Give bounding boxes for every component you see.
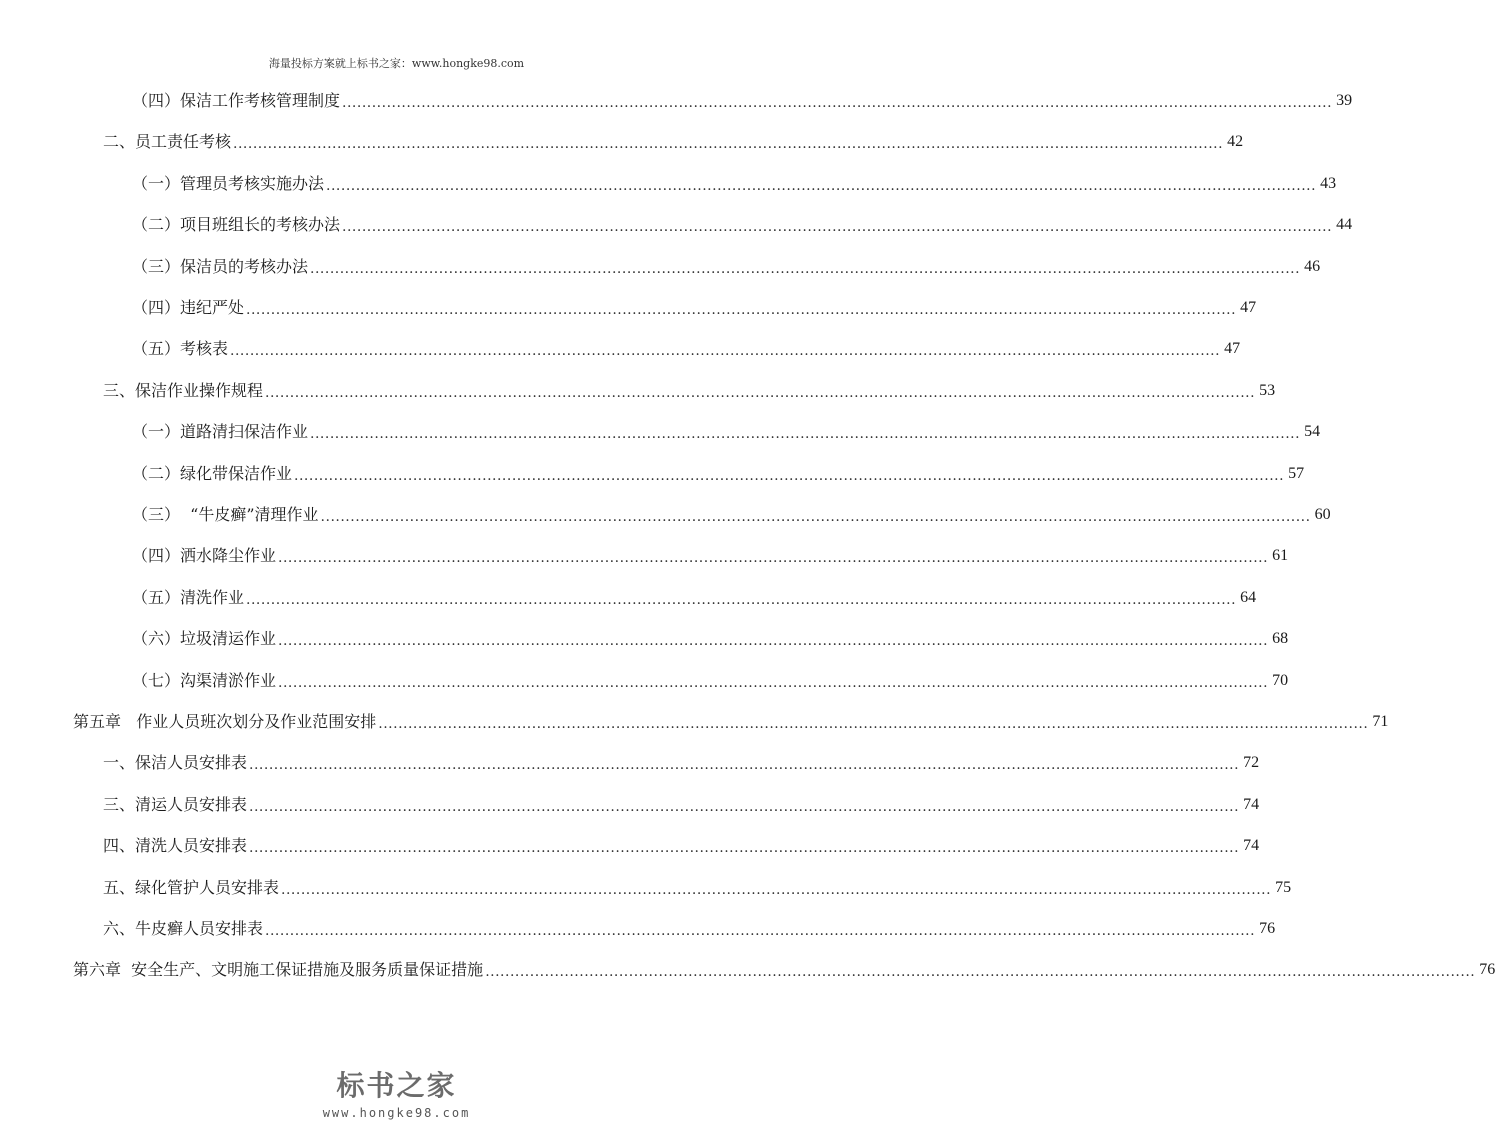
toc-entry-label: （一）管理员考核实施办法: [132, 173, 325, 193]
toc-dot-leader: ........................................................................................................................................................................................................: [294, 467, 1285, 484]
footer-brand: 标书之家: [336, 1069, 457, 1102]
toc-entry-label: （三） “牛皮癣”清理作业: [132, 505, 319, 524]
toc-entry[interactable]: [132, 334, 1241, 360]
toc-dot-leader: ........................................................................................................................................................................................................: [249, 757, 1240, 774]
toc-entry[interactable]: [132, 459, 1305, 485]
toc-entry-label: 二、员工责任考核: [103, 132, 232, 152]
toc-entry-label: （二）绿化带保洁作业: [132, 463, 293, 483]
toc-dot-leader: ........................................................................................................................................................................................................: [326, 177, 1317, 194]
toc-dot-leader: ........................................................................................................................................................................................................: [246, 302, 1237, 318]
toc-dot-leader: ........................................................................................................................................................................................................: [342, 219, 1333, 236]
toc-entry-label: （二）项目班组长的考核办法: [132, 215, 341, 235]
toc-dot-leader: ........................................................................................................................................................................................................: [310, 426, 1301, 443]
toc-entry-page-number: 74: [1243, 837, 1260, 855]
toc-entry[interactable]: [132, 293, 1257, 319]
toc-entry[interactable]: [132, 86, 1353, 112]
toc-entry-page-number: 44: [1336, 216, 1353, 234]
toc-entry[interactable]: [103, 914, 1276, 940]
toc-entry-label: （五）清洗作业: [132, 587, 245, 607]
toc-entry-page-number: 71: [1372, 713, 1389, 730]
toc-entry[interactable]: [103, 748, 1260, 774]
toc-entry-label: （一）道路清扫保洁作业: [132, 422, 309, 442]
toc-dot-leader: ........................................................................................................................................................................................................: [265, 923, 1256, 939]
toc-entry-page-number: 76: [1479, 961, 1495, 979]
toc-entry-label: 三、保洁作业操作规程: [103, 380, 264, 400]
toc-entry[interactable]: [103, 127, 1244, 153]
toc-entry-label: 三、清运人员安排表: [103, 794, 248, 814]
toc-entry-label: （四）洒水降尘作业: [132, 546, 277, 566]
toc-entry-label: （四）违纪严处: [132, 298, 245, 317]
toc-entry-label: 四、清洗人员安排表: [103, 836, 248, 856]
toc-dot-leader: ........................................................................................................................................................................................................: [246, 591, 1237, 608]
toc-entry-page-number: 74: [1243, 795, 1260, 813]
toc-entry-page-number: 47: [1240, 299, 1257, 316]
toc-entry-label: 第五章 作业人员班次划分及作业范围安排: [73, 712, 377, 731]
toc-dot-leader: ........................................................................................................................................................................................................: [233, 136, 1224, 153]
toc-entry-label: 一、保洁人员安排表: [103, 753, 248, 773]
toc-dot-leader: ........................................................................................................................................................................................................: [230, 343, 1221, 360]
toc-entry[interactable]: [103, 873, 1292, 899]
toc-dot-leader: ........................................................................................................................................................................................................: [278, 674, 1269, 691]
toc-entry-page-number: 57: [1288, 464, 1305, 482]
toc-entry-label: （三）保洁员的考核办法: [132, 256, 309, 276]
toc-dot-leader: ........................................................................................................................................................................................................: [249, 798, 1240, 815]
toc-entry[interactable]: [132, 500, 1331, 526]
toc-entry-page-number: 64: [1240, 588, 1257, 606]
toc-entry[interactable]: [132, 252, 1321, 278]
toc-entry-page-number: 70: [1272, 671, 1289, 689]
toc-entry-page-number: 68: [1272, 630, 1289, 648]
toc-entry-page-number: 43: [1320, 174, 1337, 192]
toc-entry-label: 六、牛皮癣人员安排表: [103, 919, 264, 938]
toc-dot-leader: ........................................................................................................................................................................................................: [342, 95, 1333, 111]
toc-entry[interactable]: [132, 417, 1321, 443]
toc-entry-label: （五）考核表: [132, 339, 229, 359]
footer-logo: [0, 1064, 793, 1120]
toc-dot-leader: ........................................................................................................................................................................................................: [265, 384, 1256, 401]
toc-dot-leader: ........................................................................................................................................................................................................: [310, 260, 1301, 277]
toc-entry-label: （七）沟渠清淤作业: [132, 670, 277, 690]
toc-entry[interactable]: [132, 541, 1289, 567]
toc-entry-page-number: 54: [1304, 423, 1321, 441]
toc-entry[interactable]: [103, 790, 1260, 816]
toc-entry-label: （六）垃圾清运作业: [132, 629, 277, 649]
toc-dot-leader: ........................................................................................................................................................................................................: [249, 840, 1240, 857]
toc-entry[interactable]: [132, 583, 1257, 609]
toc-entry-page-number: 61: [1272, 547, 1289, 565]
toc-entry-label: 五、绿化管护人员安排表: [103, 877, 280, 897]
toc-entry-page-number: 75: [1275, 878, 1292, 896]
toc-dot-leader: ........................................................................................................................................................................................................: [320, 509, 1311, 525]
toc-entry-page-number: 42: [1227, 133, 1244, 151]
toc-entry-page-number: 39: [1336, 92, 1353, 109]
toc-entry[interactable]: [103, 376, 1276, 402]
toc-dot-leader: ........................................................................................................................................................................................................: [278, 550, 1269, 567]
toc-dot-leader: ........................................................................................................................................................................................................: [378, 716, 1369, 732]
toc-entry-label: 第六章 安全生产、文明施工保证措施及服务质量保证措施: [73, 960, 484, 980]
toc-entry[interactable]: [132, 210, 1353, 236]
toc-entry[interactable]: [103, 831, 1260, 857]
toc-entry-page-number: 60: [1314, 506, 1331, 523]
toc-entry[interactable]: [132, 666, 1289, 692]
footer-url: www.hongke98.com: [322, 1106, 471, 1120]
toc-entry-page-number: 53: [1259, 381, 1276, 399]
toc-entry-page-number: 46: [1304, 257, 1321, 275]
page-header: 海量投标方案就上标书之家：www.hongke98.com: [268, 57, 525, 70]
toc-entry[interactable]: [132, 169, 1337, 195]
toc-dot-leader: ........................................................................................................................................................................................................: [278, 633, 1269, 650]
toc-entry-page-number: 47: [1224, 340, 1241, 358]
toc-dot-leader: ........................................................................................................................................................................................................: [485, 964, 1476, 981]
toc-entry[interactable]: [132, 624, 1289, 650]
toc-entry-page-number: 72: [1243, 754, 1260, 772]
toc-dot-leader: ........................................................................................................................................................................................................: [281, 881, 1272, 898]
toc-entry[interactable]: [73, 707, 1389, 733]
toc-entry-page-number: 76: [1259, 920, 1276, 937]
toc-entry-label: （四）保洁工作考核管理制度: [132, 91, 341, 110]
toc-entry[interactable]: [73, 955, 1495, 981]
